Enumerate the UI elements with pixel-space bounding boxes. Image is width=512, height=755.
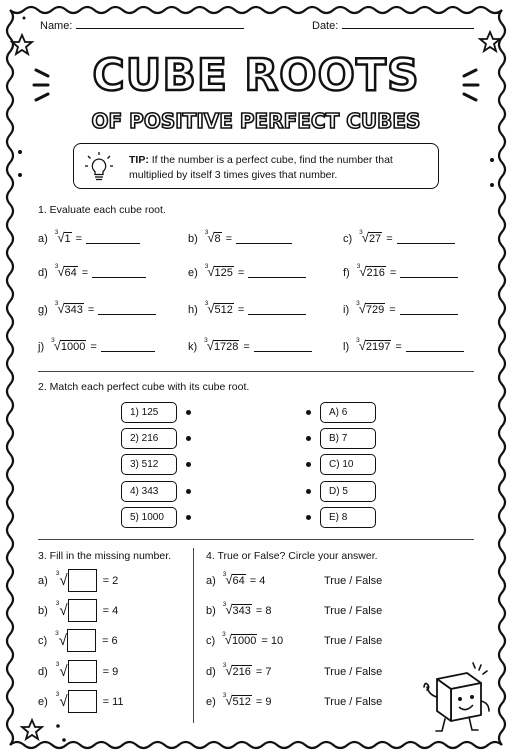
- true-false-choice[interactable]: True / False: [324, 604, 383, 617]
- item-label: c): [206, 634, 216, 647]
- evaluate-item: [188, 300, 306, 316]
- true-false-item: [206, 571, 406, 587]
- answer-blank[interactable]: [397, 234, 455, 244]
- item-label: a): [38, 232, 48, 245]
- radicand: 64: [64, 267, 77, 279]
- item-label: e): [206, 695, 216, 708]
- radical-sign: √: [359, 264, 367, 279]
- root-index: 3: [55, 570, 60, 577]
- equals-sign: =: [243, 340, 250, 353]
- radical-sign: √: [207, 264, 215, 279]
- root-index: 3: [222, 662, 227, 669]
- match-dot[interactable]: [306, 489, 311, 494]
- equals-sign: =: [75, 232, 83, 245]
- evaluate-item: [343, 229, 455, 245]
- radicand: 729: [365, 304, 385, 316]
- date-line[interactable]: [342, 19, 474, 29]
- item-label: f): [343, 266, 350, 279]
- root-index: 3: [55, 630, 59, 637]
- radicand: 216: [366, 267, 385, 279]
- match-dot[interactable]: [186, 436, 191, 441]
- cube-root-expression: [222, 692, 252, 708]
- title-line2: OF POSITIVE PERFECT CUBES: [91, 109, 421, 133]
- match-left-box[interactable]: 4) 343: [121, 481, 177, 502]
- answer-blank[interactable]: [248, 268, 306, 278]
- item-label: k): [188, 340, 198, 353]
- item-label: b): [206, 604, 216, 617]
- match-dot[interactable]: [306, 515, 311, 520]
- radicand: 8: [214, 233, 221, 245]
- answer-blank[interactable]: [236, 234, 292, 244]
- match-right-box[interactable]: A) 6: [320, 402, 376, 423]
- root-index: 3: [55, 600, 60, 607]
- item-label: d): [38, 266, 48, 279]
- result-value: = 4: [102, 604, 119, 617]
- cube-root-expression: [222, 631, 257, 647]
- radical-sign: √: [206, 338, 214, 353]
- equals-sign: =: [386, 232, 393, 245]
- true-false-choice[interactable]: True / False: [324, 574, 383, 587]
- tip-label: TIP:: [129, 154, 149, 166]
- equals-sign: =: [389, 303, 396, 316]
- name-field[interactable]: [40, 19, 244, 32]
- root-index: 3: [54, 300, 59, 307]
- item-label: c): [38, 634, 48, 647]
- match-left-box[interactable]: 3) 512: [121, 454, 177, 475]
- true-false-item: [206, 692, 406, 708]
- true-false-choice[interactable]: True / False: [324, 634, 383, 647]
- radicand: 512: [232, 696, 251, 708]
- lightbulb-icon: [84, 150, 114, 184]
- equals-sign: =: [81, 266, 89, 279]
- fill-item: [38, 599, 118, 622]
- radicand: 512: [214, 304, 233, 316]
- match-right-box[interactable]: E) 8: [320, 507, 376, 528]
- match-left-box[interactable]: 1) 125: [121, 402, 177, 423]
- root-index: 3: [359, 229, 363, 236]
- item-label: a): [38, 574, 48, 587]
- section4-title: 4. True or False? Circle your answer.: [206, 550, 378, 562]
- root-index: 3: [356, 300, 360, 307]
- root-index: 3: [51, 337, 55, 344]
- radicand: 1728: [213, 341, 239, 353]
- radicand: 1000: [60, 341, 86, 353]
- cube-root-expression: [222, 571, 246, 587]
- name-line[interactable]: [76, 19, 244, 29]
- match-dot[interactable]: [306, 436, 311, 441]
- item-label: a): [206, 574, 216, 587]
- item-label: d): [38, 665, 48, 678]
- column-divider: [193, 548, 194, 723]
- root-index: 3: [55, 691, 60, 698]
- radical-sign: √: [59, 693, 68, 710]
- evaluate-item: [38, 263, 146, 279]
- root-index: 3: [54, 229, 59, 236]
- radicand: 2197: [365, 341, 391, 353]
- cube-root-expression: [204, 263, 234, 279]
- section1-title: 1. Evaluate each cube root.: [38, 204, 166, 216]
- answer-box[interactable]: [68, 660, 97, 683]
- worksheet-title: [0, 38, 512, 138]
- date-field[interactable]: [312, 19, 474, 32]
- match-right-box[interactable]: D) 5: [320, 481, 376, 502]
- cube-root-expression: [204, 229, 222, 245]
- result-value: = 8: [255, 604, 272, 617]
- radical-sign: √: [53, 338, 61, 353]
- root-index: 3: [204, 300, 209, 307]
- radical-sign: √: [207, 230, 215, 245]
- item-label: b): [38, 604, 48, 617]
- radical-sign: √: [59, 602, 68, 619]
- equals-sign: =: [225, 232, 233, 245]
- result-value: = 4: [249, 574, 266, 587]
- root-index: 3: [204, 229, 209, 236]
- result-value: = 11: [102, 695, 124, 708]
- fill-item: [38, 569, 118, 592]
- true-false-item: [206, 662, 406, 678]
- result-value: = 9: [102, 665, 119, 678]
- divider: [38, 371, 474, 372]
- cube-root-expression: [222, 601, 252, 617]
- root-index: 3: [55, 661, 60, 668]
- evaluate-item: [188, 229, 292, 245]
- cube-root-expression: [54, 263, 78, 279]
- date-label: Date:: [312, 20, 339, 32]
- root-index: 3: [356, 263, 361, 270]
- evaluate-item: [38, 300, 156, 316]
- evaluate-item: [188, 337, 312, 353]
- cube-root-expression: [356, 263, 386, 279]
- match-dot[interactable]: [186, 410, 191, 415]
- radicand: 343: [64, 304, 83, 316]
- name-label: Name:: [40, 20, 73, 32]
- cube-root-expression: [356, 337, 391, 353]
- evaluate-item: [343, 263, 458, 279]
- tip-text: [129, 153, 429, 183]
- cube-root-expression: [51, 337, 86, 353]
- item-label: d): [206, 665, 216, 678]
- radicand: 27: [368, 233, 382, 245]
- root-index: 3: [222, 601, 227, 608]
- item-label: g): [38, 303, 48, 316]
- radicand: 216: [232, 666, 251, 678]
- equals-sign: =: [90, 340, 97, 353]
- match-dot[interactable]: [186, 462, 191, 467]
- answer-blank[interactable]: [101, 342, 155, 352]
- item-label: i): [343, 303, 350, 316]
- cube-root-expression: [54, 300, 84, 316]
- true-false-item: [206, 631, 406, 647]
- answer-blank[interactable]: [86, 234, 140, 244]
- radical-sign: √: [358, 338, 366, 353]
- section2-title: 2. Match each perfect cube with its cube root.: [38, 381, 250, 393]
- answer-blank[interactable]: [400, 305, 458, 315]
- item-label: j): [38, 340, 45, 353]
- answer-box[interactable]: [68, 690, 97, 713]
- result-value: = 10: [261, 634, 284, 647]
- root-index: 3: [222, 692, 227, 699]
- root-index: 3: [54, 263, 59, 270]
- cube-root-expression: [222, 662, 252, 678]
- cube-root-expression: [54, 229, 72, 245]
- equals-sign: =: [237, 266, 245, 279]
- true-false-item: [206, 601, 406, 617]
- answer-blank[interactable]: [406, 342, 464, 352]
- match-right-box[interactable]: B) 7: [320, 428, 376, 449]
- match-dot[interactable]: [306, 410, 311, 415]
- answer-box[interactable]: [68, 599, 97, 622]
- result-value: = 7: [255, 665, 272, 678]
- radicand: 64: [232, 575, 245, 587]
- result-value: = 6: [102, 634, 118, 647]
- title-line1: CUBE ROOTS: [92, 50, 420, 101]
- true-false-choice[interactable]: True / False: [324, 695, 383, 708]
- item-label: e): [188, 266, 198, 279]
- fill-item: [38, 690, 124, 713]
- evaluate-item: [343, 337, 464, 353]
- equals-sign: =: [87, 303, 95, 316]
- radical-sign: √: [59, 572, 68, 589]
- answer-blank[interactable]: [92, 268, 146, 278]
- radical-sign: √: [361, 230, 369, 245]
- answer-box[interactable]: [68, 569, 97, 592]
- radical-sign: √: [207, 301, 215, 316]
- root-index: 3: [204, 263, 209, 270]
- answer-blank[interactable]: [98, 305, 156, 315]
- radical-sign: √: [57, 230, 65, 245]
- evaluate-item: [38, 229, 140, 245]
- radical-sign: √: [225, 663, 233, 678]
- radicand: 343: [232, 605, 251, 617]
- item-label: h): [188, 303, 198, 316]
- evaluate-item: [38, 337, 155, 353]
- result-value: = 9: [255, 695, 272, 708]
- cube-root-expression: [204, 337, 239, 353]
- answer-blank[interactable]: [254, 342, 312, 352]
- root-index: 3: [204, 337, 208, 344]
- item-label: b): [188, 232, 198, 245]
- equals-sign: =: [237, 303, 245, 316]
- root-index: 3: [356, 337, 360, 344]
- item-label: c): [343, 232, 353, 245]
- cube-mascot-icon: [415, 657, 495, 737]
- section3-title: 3. Fill in the missing number.: [38, 550, 172, 562]
- tip-box: [73, 143, 439, 189]
- divider: [38, 539, 474, 540]
- match-dot[interactable]: [186, 515, 191, 520]
- radical-sign: √: [225, 572, 233, 587]
- radical-sign: √: [59, 663, 68, 680]
- radical-sign: √: [224, 632, 232, 647]
- equals-sign: =: [395, 340, 402, 353]
- radical-sign: √: [57, 264, 65, 279]
- radical-sign: √: [225, 602, 233, 617]
- answer-box[interactable]: [67, 629, 96, 652]
- result-value: = 2: [102, 574, 119, 587]
- match-right-box[interactable]: C) 10: [320, 454, 376, 475]
- radicand: 1: [64, 233, 71, 245]
- radical-sign: √: [225, 693, 233, 708]
- evaluate-item: [188, 263, 306, 279]
- match-left-box[interactable]: 2) 216: [121, 428, 177, 449]
- match-dot[interactable]: [186, 489, 191, 494]
- match-left-box[interactable]: 5) 1000: [121, 507, 177, 528]
- answer-blank[interactable]: [248, 305, 306, 315]
- cube-root-expression: [359, 229, 382, 245]
- item-label: e): [38, 695, 48, 708]
- tip-body: If the number is a perfect cube, find the number that multiplied by itself 3 times gives that number.: [129, 154, 393, 181]
- radical-sign: √: [58, 632, 68, 649]
- fill-item: [38, 660, 118, 683]
- match-dot[interactable]: [306, 462, 311, 467]
- radical-sign: √: [57, 301, 65, 316]
- cube-root-expression: [356, 300, 385, 316]
- item-label: l): [343, 340, 350, 353]
- radicand: 125: [214, 267, 233, 279]
- fill-item: [38, 629, 118, 652]
- evaluate-item: [343, 300, 458, 316]
- true-false-choice[interactable]: True / False: [324, 665, 383, 678]
- cube-root-expression: [204, 300, 234, 316]
- radical-sign: √: [358, 301, 366, 316]
- answer-blank[interactable]: [400, 268, 458, 278]
- root-index: 3: [222, 631, 226, 638]
- root-index: 3: [222, 571, 227, 578]
- equals-sign: =: [389, 266, 397, 279]
- radicand: 1000: [231, 635, 257, 647]
